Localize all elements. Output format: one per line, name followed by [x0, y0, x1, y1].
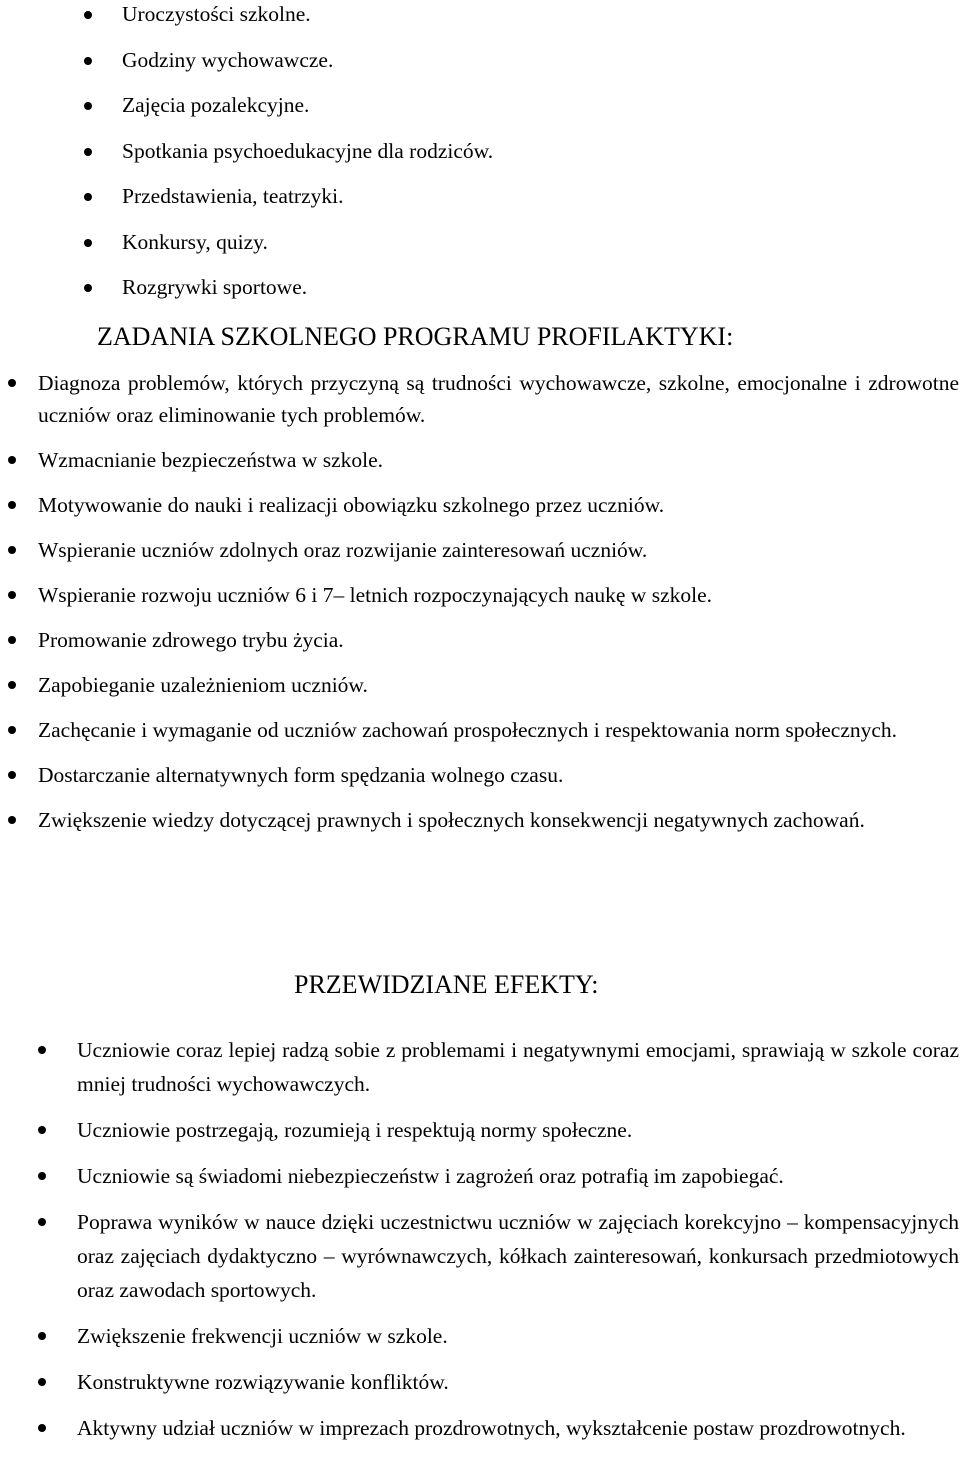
- list-item-text: Motywowanie do nauki i realizacji obowiązku szkolnego przez uczniów.: [38, 493, 665, 517]
- bullet-icon: [38, 1046, 46, 1054]
- tasks-list: [38, 367, 959, 849]
- list-item-text: Wspieranie rozwoju uczniów 6 i 7– letnich rozpoczynających naukę w szkole.: [38, 583, 713, 607]
- bullet-icon: [38, 1332, 46, 1340]
- list-item-text: Wzmacnianie bezpieczeństwa w szkole.: [38, 448, 384, 472]
- bullet-icon: [38, 1126, 46, 1134]
- list-item-text: Aktywny udział uczniów w imprezach prozdrowotnych, wykształcenie postaw prozdrowotnych.: [77, 1416, 906, 1440]
- bullet-icon: [84, 102, 92, 110]
- list-item-text: Konkursy, quizy.: [122, 229, 268, 254]
- bullet-icon: [8, 501, 16, 509]
- list-item-text: Zwiększenie wiedzy dotyczącej prawnych i społecznych konsekwencji negatywnych zachowań.: [38, 808, 865, 832]
- list-item: [38, 489, 959, 521]
- list-item: [77, 1113, 959, 1147]
- list-item: [122, 228, 942, 274]
- list-item-text: Wspieranie uczniów zdolnych oraz rozwijanie zainteresowań uczniów.: [38, 538, 648, 562]
- list-item: [38, 804, 959, 836]
- list-item-text: Uroczystości szkolne.: [122, 2, 311, 26]
- effects-heading: PRZEWIDZIANE EFEKTY:: [294, 970, 599, 999]
- bullet-icon: [84, 284, 92, 292]
- bullet-icon: [8, 379, 16, 387]
- bullet-icon: [84, 193, 92, 201]
- list-item-text: Przedstawienia, teatrzyki.: [122, 184, 344, 208]
- list-item: [122, 137, 942, 183]
- list-item: [38, 669, 959, 701]
- bullet-icon: [38, 1378, 46, 1386]
- list-item: [38, 367, 959, 431]
- bullet-icon: [84, 11, 92, 19]
- activities-list: [122, 0, 942, 319]
- bullet-icon: [8, 771, 16, 779]
- list-item-text: Rozgrywki sportowe.: [122, 275, 308, 299]
- list-item: [77, 1033, 959, 1101]
- bullet-icon: [84, 239, 92, 247]
- list-item: [122, 91, 942, 137]
- bullet-icon: [84, 148, 92, 156]
- list-item: [77, 1365, 959, 1399]
- bullet-icon: [8, 546, 16, 554]
- list-item: [122, 273, 942, 319]
- list-item-text: Uczniowie postrzegają, rozumieją i respektują normy społeczne.: [77, 1118, 633, 1142]
- list-item-text: Zwiększenie frekwencji uczniów w szkole.: [77, 1324, 448, 1348]
- list-item-text: Konstruktywne rozwiązywanie konfliktów.: [77, 1370, 449, 1394]
- list-item-text: Uczniowie coraz lepiej radzą sobie z problemami i negatywnymi emocjami, sprawiają w szkole coraz mniej trudności wychowawczych.: [77, 1038, 959, 1096]
- list-item-text: Zapobieganie uzależnieniom uczniów.: [38, 673, 368, 697]
- list-item: [77, 1205, 959, 1307]
- list-item: [122, 46, 942, 92]
- list-item: [38, 759, 959, 791]
- tasks-heading: ZADANIA SZKOLNEGO PROGRAMU PROFILAKTYKI:: [97, 322, 734, 351]
- list-item: [77, 1319, 959, 1353]
- bullet-icon: [8, 681, 16, 689]
- list-item-text: Promowanie zdrowego trybu życia.: [38, 628, 344, 652]
- list-item: [77, 1159, 959, 1193]
- list-item-text: Zachęcanie i wymaganie od uczniów zachowań prospołecznych i respektowania norm społecznych.: [38, 718, 898, 742]
- bullet-icon: [8, 456, 16, 464]
- list-item-text: Dostarczanie alternatywnych form spędzania wolnego czasu.: [38, 763, 564, 787]
- list-item: [38, 579, 959, 611]
- list-item: [38, 444, 959, 476]
- list-item: [38, 624, 959, 656]
- bullet-icon: [84, 57, 92, 65]
- list-item-text: Poprawa wyników w nauce dzięki uczestnictwu uczniów w zajęciach korekcyjno – kompensacyjnych oraz zajęciach dydaktyczno – wyrównawczych, kółkach zainteresowań, konkursach przedmiotowych oraz zawodach sportowych.: [77, 1210, 959, 1302]
- bullet-icon: [8, 591, 16, 599]
- list-item-text: Zajęcia pozalekcyjne.: [122, 93, 310, 117]
- bullet-icon: [8, 816, 16, 824]
- list-item-text: Diagnoza problemów, których przyczyną są trudności wychowawcze, szkolne, emocjonalne i zdrowotne uczniów oraz eliminowanie tych problemów.: [38, 371, 959, 427]
- list-item: [38, 534, 959, 566]
- bullet-icon: [38, 1218, 46, 1226]
- effects-list: [77, 1033, 959, 1457]
- list-item: [77, 1411, 959, 1445]
- bullet-icon: [38, 1172, 46, 1180]
- bullet-icon: [38, 1424, 46, 1432]
- list-item: [122, 0, 942, 46]
- list-item-text: Godziny wychowawcze.: [122, 47, 334, 72]
- list-item: [38, 714, 959, 746]
- bullet-icon: [8, 636, 16, 644]
- bullet-icon: [8, 726, 16, 734]
- list-item-text: Uczniowie są świadomi niebezpieczeństw i zagrożeń oraz potrafią im zapobiegać.: [77, 1164, 784, 1188]
- list-item-text: Spotkania psychoedukacyjne dla rodziców.: [122, 138, 494, 163]
- list-item: [122, 182, 942, 228]
